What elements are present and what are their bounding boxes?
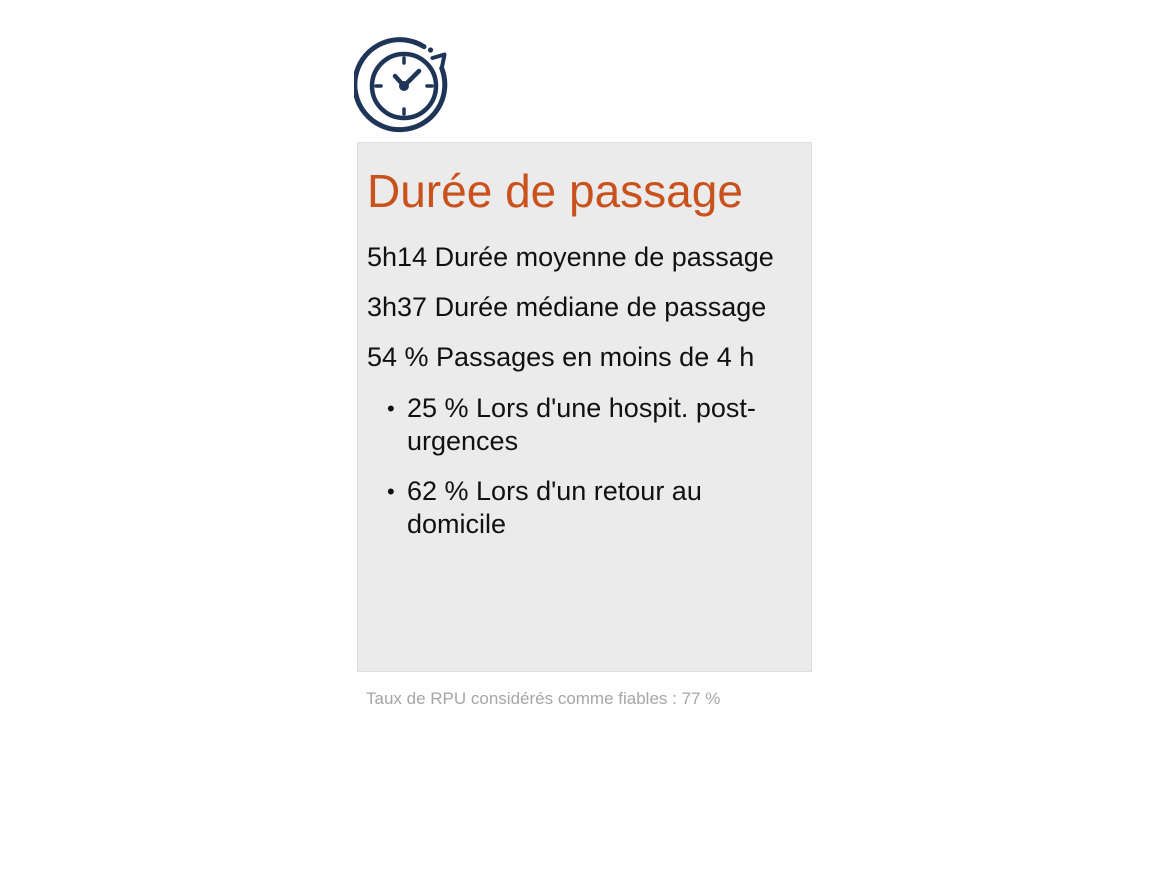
bullet-icon: • [387,396,395,421]
clock-refresh-icon [354,36,454,136]
bullet-icon: • [387,479,395,504]
list-item-text: 62 % Lors d'un retour au domicile [407,476,702,539]
reliability-footnote: Taux de RPU considérés comme fiables : 77 % [366,689,721,708]
stat-mean-duration: 5h14 Durée moyenne de passage [367,242,774,272]
summary-card [357,142,812,672]
list-item-hospitalisation [387,392,787,458]
list-item-home-return [387,475,787,541]
card-title: Durée de passage [367,165,743,217]
list-item-text: 25 % Lors d'une hospit. post-urgences [407,393,756,456]
stat-median-duration: 3h37 Durée médiane de passage [367,292,767,322]
stat-under-4h: 54 % Passages en moins de 4 h [367,342,755,372]
